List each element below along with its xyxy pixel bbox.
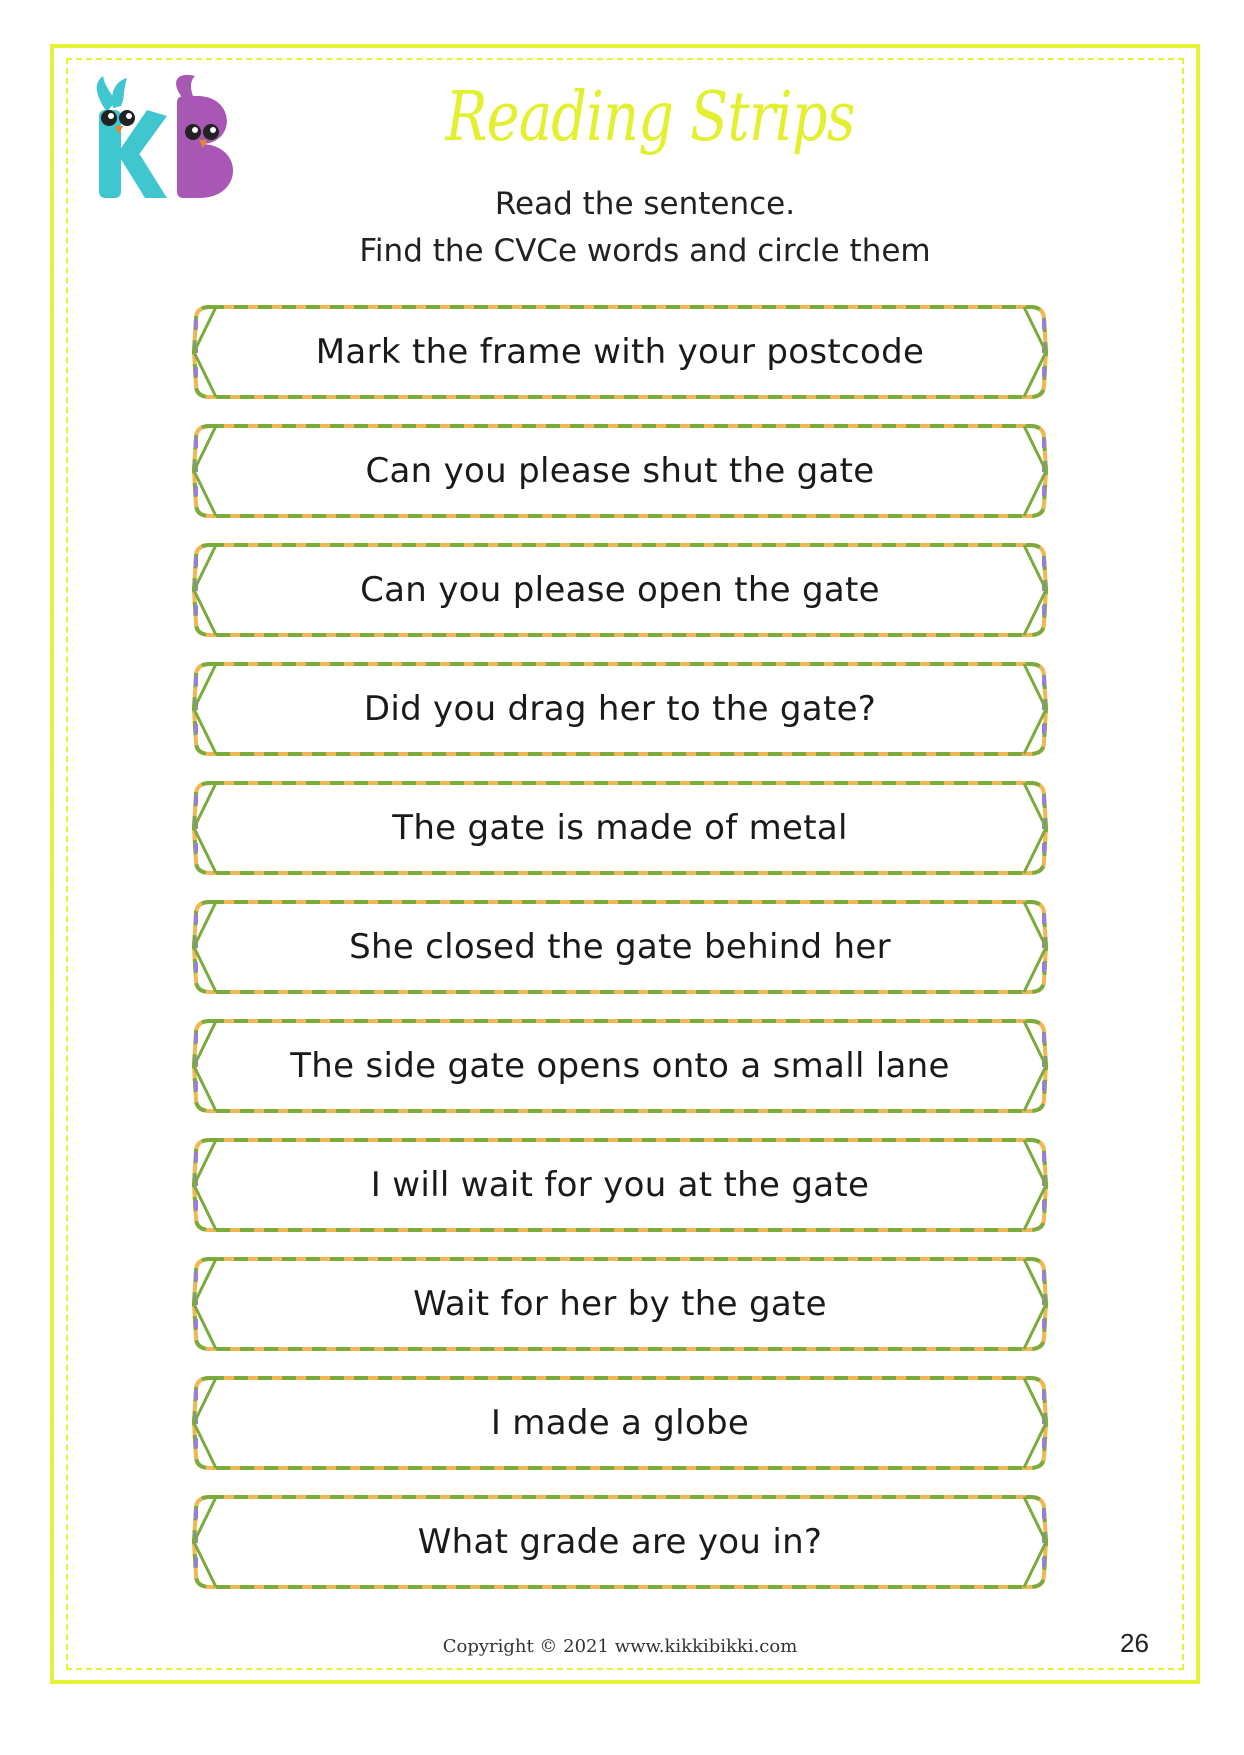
strip-sentence: Wait for her by the gate bbox=[413, 1284, 827, 1324]
reading-strip bbox=[190, 541, 1050, 639]
reading-strip bbox=[190, 660, 1050, 758]
reading-strip bbox=[190, 303, 1050, 401]
kikkibikki-logo-icon bbox=[85, 72, 250, 212]
strip-sentence: Did you drag her to the gate? bbox=[363, 689, 877, 729]
instruction-line-1: Read the sentence. bbox=[494, 186, 796, 222]
reading-strip bbox=[190, 422, 1050, 520]
instruction-line-2: Find the CVCe words and circle them bbox=[359, 233, 931, 269]
strip-sentence: What grade are you in? bbox=[417, 1522, 823, 1562]
page-title: Reading Strips bbox=[445, 78, 855, 157]
strip-sentence: Mark the frame with your postcode bbox=[315, 332, 925, 372]
reading-strip bbox=[190, 1017, 1050, 1115]
page-number: 26 bbox=[1120, 1628, 1149, 1658]
reading-strips-list bbox=[190, 303, 1050, 1612]
strip-sentence: I will wait for you at the gate bbox=[370, 1165, 870, 1205]
strip-sentence: The side gate opens onto a small lane bbox=[290, 1046, 950, 1086]
reading-strip bbox=[190, 1493, 1050, 1591]
reading-strip bbox=[190, 1255, 1050, 1353]
strip-sentence: Can you please shut the gate bbox=[365, 451, 875, 491]
strip-sentence: I made a globe bbox=[490, 1403, 750, 1443]
strip-sentence: The gate is made of metal bbox=[392, 808, 848, 848]
reading-strip bbox=[190, 779, 1050, 877]
reading-strip bbox=[190, 1136, 1050, 1234]
reading-strip bbox=[190, 1374, 1050, 1472]
reading-strip bbox=[190, 898, 1050, 996]
strip-sentence: She closed the gate behind her bbox=[349, 927, 891, 967]
strip-sentence: Can you please open the gate bbox=[360, 570, 880, 610]
copyright-text: Copyright © 2021 www.kikkibikki.com bbox=[442, 1636, 798, 1657]
